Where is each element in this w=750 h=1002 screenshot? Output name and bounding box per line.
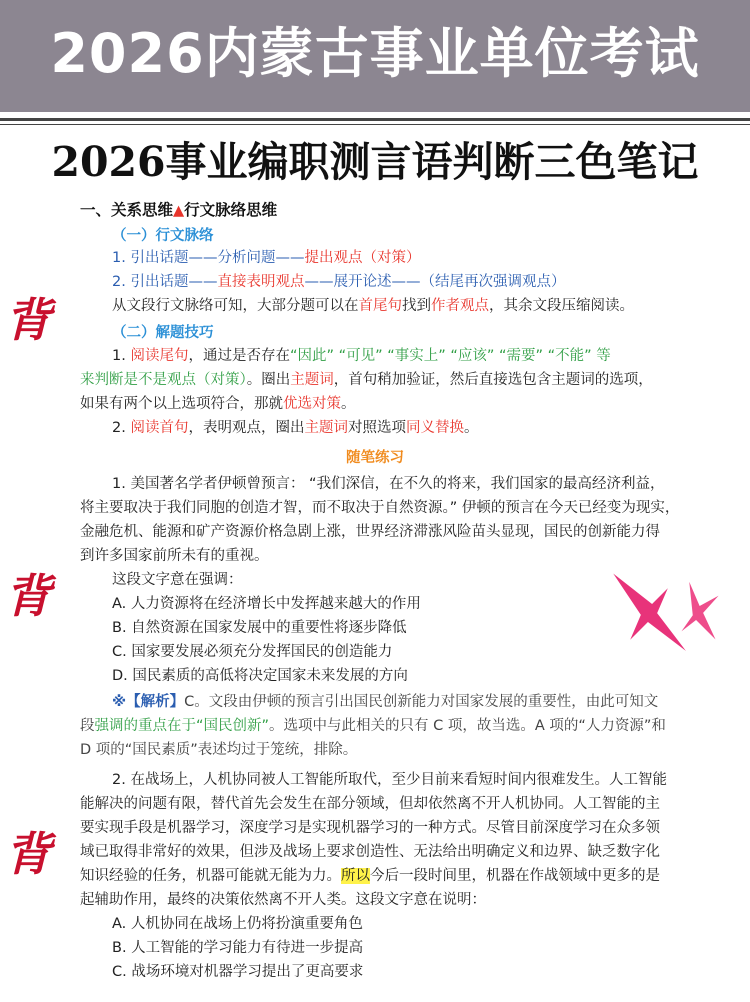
- text-span: ，表明观点，圈出: [188, 420, 305, 436]
- q1-line: 到许多国家前所未有的重视。: [80, 548, 269, 564]
- analysis-tag: ※【解析】: [112, 694, 185, 710]
- q1-option-c: C. 国家要发展必须充分发挥国民的创造能力: [112, 644, 393, 660]
- q2-option-c: C. 战场环境对机器学习提出了更高要求: [112, 964, 364, 980]
- q2-option-a: A. 人机协同在战场上仍将扮演重要角色: [112, 916, 363, 932]
- q1-analysis-line3: D 项的“国民素质”表述均过于笼统，排除。: [80, 742, 358, 758]
- text-span: 找到: [402, 298, 431, 314]
- triangle-icon: ▲: [173, 203, 185, 219]
- text-span: 对照选项: [347, 420, 406, 436]
- text-span: ，首句稍加验证，然后直接选包含主题词的选项，: [333, 372, 653, 388]
- highlight: 所以: [341, 868, 370, 884]
- text-span: 从文段行文脉络可知，大部分题可以在: [112, 298, 359, 314]
- section-heading-a: 一、关系思维: [80, 201, 174, 219]
- q1-line: 金融危机、能源和矿产资源价格急剧上涨，世界经济滞涨风险苗头显现，国民的创新能力得: [80, 524, 660, 540]
- q1-option-d: D. 国民素质的高低将决定国家未来发展的方向: [112, 668, 408, 684]
- part1-line1: [112, 247, 420, 269]
- margin-mark-bei-2: 背: [5, 569, 51, 623]
- q1-option-b: B. 自然资源在国家发展中的重要性将逐步降低: [112, 620, 407, 636]
- q2-line: 能解决的问题有限，替代首先会发生在部分领域，但却依然离不开人机协同。人工智能的主: [80, 796, 660, 812]
- banner-title: 2026内蒙古事业单位考试: [50, 22, 700, 85]
- part2-line2: [80, 369, 653, 391]
- text-span: 阅读首句: [130, 420, 189, 436]
- text-span: 。圈出: [246, 372, 291, 388]
- q2-option-b: B. 人工智能的学习能力有待进一步提高: [112, 940, 364, 956]
- q2-line5: [80, 865, 660, 887]
- text-span: 知识经验的任务，机器可能就无能为力。: [80, 868, 341, 884]
- part1-heading: （一）行文脉络: [112, 228, 214, 244]
- text-span: 主题词: [304, 420, 348, 436]
- text-span: 。: [463, 420, 479, 436]
- text-span: 今后一段时间里，机器在作战领域中更多的是: [370, 868, 660, 884]
- text-span: ——展开论述——（结尾再次强调观点）: [304, 274, 566, 290]
- q1-line: 1. 美国著名学者伊顿曾预言： “我们深信，在不久的将来，我们国家的最高经济利益，: [112, 476, 665, 492]
- text-span: 提出观点（对策）: [304, 250, 421, 266]
- page-subtitle: 2026事业编职测言语判断三色笔记: [51, 138, 699, 186]
- text-span: C。文段由伊顿的预言引出国民创新能力对国家发展的重要性，由此可知文: [184, 694, 659, 710]
- divider-thin: [0, 124, 750, 125]
- text-span: 主题词: [290, 372, 334, 388]
- text-span: ，通过是否存在: [188, 348, 290, 364]
- q1-stem: 这段文字意在强调：: [112, 572, 243, 588]
- part2-line1: [112, 345, 611, 367]
- text-span: 段: [80, 718, 95, 734]
- margin-mark-bei-3: 背: [5, 827, 51, 881]
- text-span: 强调的重点在于“国民创新”: [94, 718, 270, 734]
- text-span: 直接表明观点: [217, 274, 305, 290]
- text-span: “因此” “可见” “事实上” “应该” “需要” “不能” 等: [289, 348, 611, 364]
- q1-analysis-line2: [80, 715, 666, 737]
- part2-line4: [112, 417, 478, 439]
- text-span: 来判断是不是观点（对策）: [80, 372, 247, 388]
- q2-line: 域已取得非常好的效果，但涉及战场上要求创造性、无法给出明确定义和边界、缺乏数字化: [80, 844, 660, 860]
- text-span: 2. 引出话题——: [112, 274, 218, 290]
- margin-mark-bei-1: 背: [5, 293, 51, 347]
- q2-line6: 起辅助作用，最终的决策依然离不开人类。这段文字意在说明：: [80, 892, 486, 908]
- part2-line3: [80, 393, 356, 415]
- q1-line: 将主要取决于我们同胞的创造才智，而不取决于自然资源。” 伊顿的预言在今天已经变为现实，: [80, 500, 680, 516]
- text-span: 1. 引出话题——分析问题——: [112, 250, 305, 266]
- text-span: 阅读尾句: [130, 348, 189, 364]
- text-span: 作者观点: [431, 298, 489, 314]
- divider-thick: [0, 118, 750, 121]
- section-heading-b: 行文脉络思维: [184, 201, 278, 219]
- title-banner: [0, 0, 750, 112]
- practice-heading: 随笔练习: [346, 450, 404, 466]
- part1-line3: [112, 295, 634, 317]
- sparkle-icon: [610, 565, 730, 675]
- text-span: 1.: [112, 348, 131, 364]
- section-heading: [80, 199, 277, 222]
- text-span: 。选项中与此相关的只有 C 项，故当选。A 项的“人力资源”和: [269, 718, 666, 734]
- text-span: 同义替换: [405, 420, 464, 436]
- text-span: 首尾句: [358, 298, 402, 314]
- text-span: 2.: [112, 420, 131, 436]
- q1-analysis-line1: [112, 691, 658, 713]
- q2-line: 2. 在战场上，人机协同被人工智能所取代，至少目前来看短时间内很难发生。人工智能: [112, 772, 667, 788]
- q1-option-a: A. 人力资源将在经济增长中发挥越来越大的作用: [112, 596, 421, 612]
- text-span: 如果有两个以上选项符合，那就: [80, 396, 283, 412]
- text-span: 优选对策: [283, 396, 341, 412]
- text-span: ，其余文段压缩阅读。: [489, 298, 634, 314]
- q2-line: 要实现手段是机器学习，深度学习是实现机器学习的一种方式。尽管目前深度学习在众多领: [80, 820, 660, 836]
- text-span: 。: [341, 396, 356, 412]
- part1-line2: [112, 271, 565, 293]
- part2-heading: （二）解题技巧: [112, 325, 214, 341]
